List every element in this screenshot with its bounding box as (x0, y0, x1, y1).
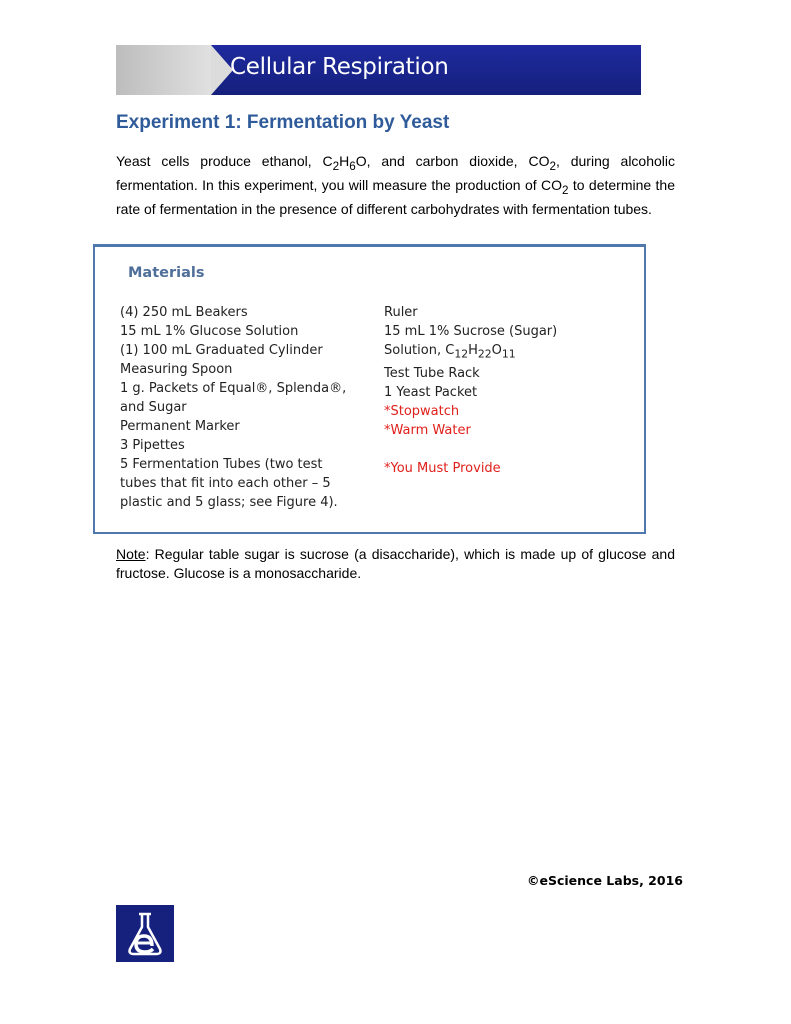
material-item: 3 Pipettes (120, 438, 185, 453)
intro-sub-1: 2 (332, 159, 340, 173)
intro-sub-3: 2 (549, 159, 556, 173)
material-item: plastic and 5 glass; see Figure 4). (120, 495, 338, 510)
material-stopwatch: *Stopwatch (384, 403, 460, 419)
material-item: Measuring Spoon (120, 362, 233, 377)
flask-logo-icon (116, 905, 174, 962)
material-yeast: 1 Yeast Packet (384, 384, 478, 400)
sucrose-formula-text: Solution, C (384, 343, 455, 358)
material-item: (1) 100 mL Graduated Cylinder (120, 343, 323, 358)
intro-text-5: to determine the rate of fermentation in the presence of different carbohydrates with fermentation tubes. (116, 176, 676, 217)
intro-paragraph (116, 152, 675, 219)
formula-sub-11: 11 (501, 347, 516, 361)
copyright-text: ©eScience Labs, 2016 (527, 873, 683, 888)
material-item: Permanent Marker (120, 419, 240, 434)
note-paragraph (116, 545, 675, 583)
material-item: (4) 250 mL Beakers (120, 305, 248, 320)
escience-logo (116, 905, 174, 962)
intro-text-2: H (339, 153, 350, 169)
material-warm-water: *Warm Water (384, 422, 471, 438)
materials-left-column (120, 303, 360, 512)
spacer (384, 440, 624, 459)
intro-sub-4: 2 (562, 183, 569, 197)
materials-box (93, 244, 646, 534)
note-text: : Regular table sugar is sucrose (a disaccharide), which is made up of glucose and fructose. Glucose is a monosaccharide. (116, 546, 675, 581)
intro-text-3: O, and carbon dioxide, CO (355, 153, 550, 169)
banner-title: Cellular Respiration (230, 54, 449, 80)
material-item: 5 Fermentation Tubes (two test (120, 457, 323, 472)
formula-sub-12: 12 (454, 347, 469, 361)
note-label: Note (116, 546, 146, 562)
material-sucrose-line1: 15 mL 1% Sucrose (Sugar) (384, 324, 558, 339)
material-rack: Test Tube Rack (384, 365, 480, 381)
material-ruler: Ruler (384, 305, 418, 320)
formula-sub-22: 22 (477, 347, 492, 361)
banner-gray-block (116, 45, 211, 95)
header-banner (116, 45, 641, 95)
formula-h: H (468, 343, 478, 358)
material-item: tubes that fit into each other – 5 (120, 476, 331, 491)
must-provide-note: *You Must Provide (384, 460, 501, 476)
material-item: 1 g. Packets of Equal®, Splenda®, (120, 381, 347, 396)
intro-sub-2: 6 (349, 159, 356, 173)
materials-title: Materials (128, 265, 205, 281)
intro-text-1: Yeast cells produce ethanol, C (116, 153, 333, 169)
formula-o: O (491, 343, 502, 358)
experiment-title: Experiment 1: Fermentation by Yeast (116, 112, 450, 133)
intro-text-4: , during alcoholic fermentation. In this experiment, you will measure the production of CO (116, 153, 676, 193)
material-sucrose-line2 (384, 341, 624, 364)
materials-right-column (384, 303, 624, 478)
material-item: and Sugar (120, 400, 187, 415)
material-item: 15 mL 1% Glucose Solution (120, 324, 299, 339)
